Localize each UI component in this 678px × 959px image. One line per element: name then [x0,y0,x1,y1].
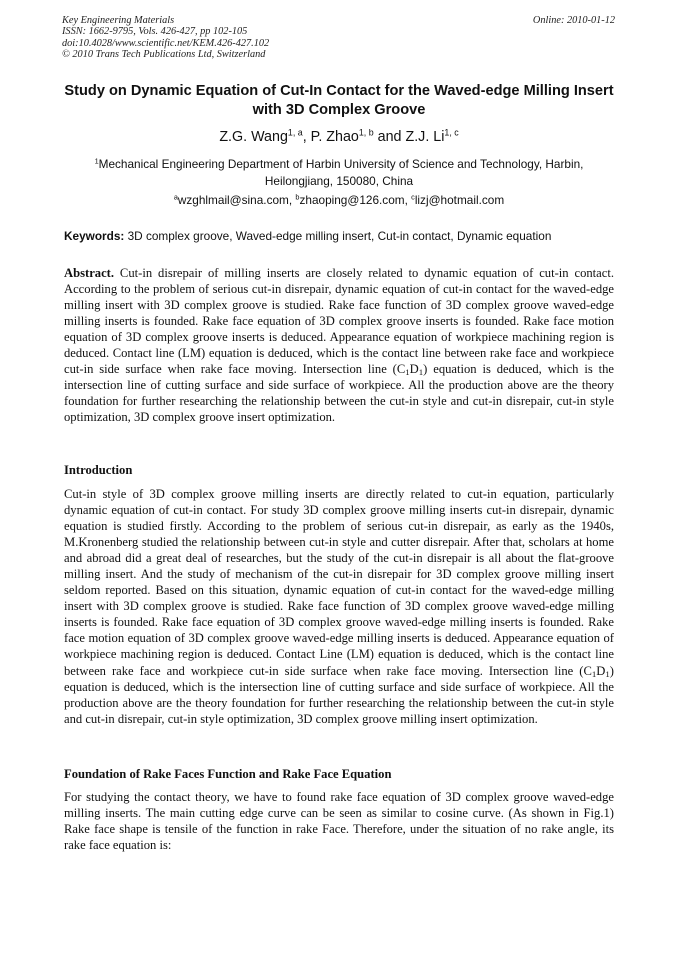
keywords [64,229,624,243]
abstract-label: Abstract. [64,266,115,280]
abstract-text: ) equation is deduced, which is the intersection line of cutting surface and side surface of workpiece. All the production above are the theory foundation for further researching the relationship between the cut-in style and cut-in disrepair, cut-in style optimization, 3D complex groove insert optimization. [64,362,614,425]
intro-text: D [596,663,606,678]
paper-title: Study on Dynamic Equation of Cut-In Contact for the Waved-edge Milling Insert with 3D Complex Groove [64,83,614,118]
abstract-paragraph [64,265,614,425]
email-address[interactable]: zhaoping@126.com, [299,193,412,207]
keywords-text: 3D complex groove, Waved-edge milling insert, Cut-in contact, Dynamic equation [124,229,552,243]
keywords-label: Keywords: [64,229,125,243]
author-name: Z.G. Wang [219,129,288,145]
introduction-paragraph [64,486,614,727]
foundation-paragraph: For studying the contact theory, we have to found rake face equation of 3D complex groove waved-edge milling inserts. The main cutting edge curve can be seen as similar to cosine curve. (As shown in Fig.1) Rake face shape is tensile of the function in rake Face. Therefore, under the situation of no rake angle, its rake face equation is: [64,790,614,853]
subscript: 1 [591,668,597,679]
author-name: Z.J. Li [405,129,445,145]
email-address[interactable]: wzghlmail@sina.com, [177,193,296,207]
intro-text: ) equation is deduced, which is the intersection line of cutting surface and side surface of workpiece. All the production above are the theory foundation for further researching the relationship between the cut-in style and cut-in disrepair, cut-in style optimization, 3D complex groove milling insert optimization. [64,663,614,726]
section-heading-introduction: Introduction [64,463,133,477]
author-name: P. Zhao [310,129,359,145]
abstract-text: Cut-in disrepair of milling inserts are closely related to dynamic equation of cut-in contact. According to the problem of serious cut-in disrepair, dynamic equation of cut-in contact for the waved-edge milling insert with 3D complex groove is studied. Rake face function of 3D complex groove waved-edge milling inserts is founded. Rake face equation of 3D complex groove inserts is founded. Rake face motion equation of 3D complex groove inserts is deduced. Appearance equation of workpiece machining region is deduced. Contact line (LM) equation is deduced, which is the contact line between rake face and workpiece cut-in side surface when rake face moving. Intersection line (C [64,266,614,377]
author-list [60,129,618,145]
email-address[interactable]: lizj@hotmail.com [414,193,505,207]
email-list [60,193,618,207]
subscript: 1 [405,367,410,378]
email-mark: c [411,192,415,202]
intro-text: Cut-in style of 3D complex groove milling inserts are directly related to cut-in equation, particularly dynamic equation of cut-in contact. For study 3D complex groove milling inserts cut-in disrepair, dynamic equation is studied firstly. According to the problem of serious cut-in disrepair, as early as the 1940s, M.Kronenberg studied the relationship between cut-in style and cutter disrepair. After that, scholars at home and abroad did a great deal of researches, but the study of the cut-in disrepair is all about the flat-groove milling insert. And the study of mechanism of the cut-in disrepair for 3D complex groove milling insert seldom reported. Based on this situation, dynamic equation of cut-in contact for the waved-edge milling insert with 3D complex groove is studied. Rake face function of 3D complex groove waved-edge milling inserts is founded. Rake face equation of 3D complex groove waved-edge milling inserts is founded. Rake face motion equation of 3D complex groove waved-edge milling inserts is deduced. Appearance equation of workpiece machining region is deduced. Contact Line (LM) equation is deduced, which is the contact line between rake face and workpiece cut-in side surface when rake face moving. Intersection line (C [64,487,614,678]
copyright-line: © 2010 Trans Tech Publications Ltd, Switzerland [62,49,266,61]
journal-name: Key Engineering Materials [62,15,175,26]
subscript: 1 [418,367,424,378]
email-mark: a [173,192,178,202]
journal-meta [62,15,269,61]
author-affil-mark: 1, c [444,127,459,138]
section-heading-foundation: Foundation of Rake Faces Function and Rake Face Equation [64,767,392,781]
affiliation [60,156,618,189]
email-mark: b [295,192,300,202]
affiliation-line: Mechanical Engineering Department of Harbin University of Science and Technology, Harbin, [98,157,584,171]
subscript: 1 [605,668,610,679]
affiliation-mark: 1 [94,156,99,166]
doi-line[interactable]: doi:10.4028/www.scientific.net/KEM.426-427.102 [62,37,270,49]
author-affil-mark: 1, a [287,127,303,138]
author-separator: and [373,129,406,145]
issn-line: ISSN: 1662-9795, Vols. 426-427, pp 102-105 [62,26,248,38]
online-date: Online: 2010-01-12 [532,15,615,26]
abstract-text: D [409,362,419,377]
author-affil-mark: 1, b [358,127,374,138]
affiliation-line: Heilongjiang, 150080, China [264,173,414,188]
author-separator: , [302,129,311,145]
